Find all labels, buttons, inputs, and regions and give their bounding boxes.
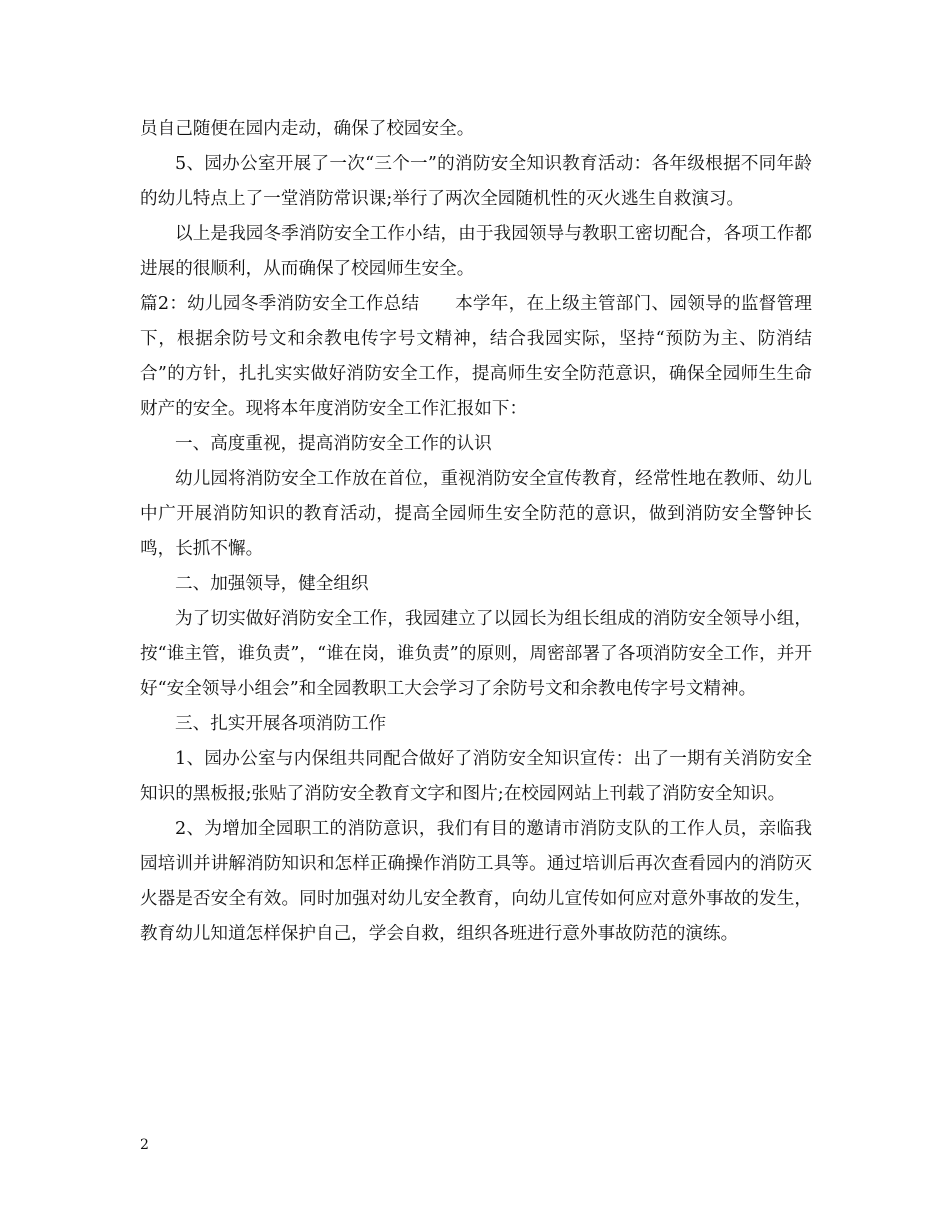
paragraph-4: 篇2：幼儿园冬季消防安全工作总结 本学年，在上级主管部门、园领导的监督管理下，根据余防号文和余教电传字号文精神，结合我园实际，坚持“预防为主、防消结合”的方针，扎扎实实做好消防安全工作，提高师生安全防范意识，确保全园师生生命财产的安全。现将本年度消防安全工作汇报如下：: [140, 294, 812, 419]
paragraph-3: 以上是我园冬季消防安全工作小结，由于我园领导与教职工密切配合，各项工作都进展的很顺利，从而确保了校园师生安全。: [140, 224, 812, 279]
section-heading-3: 三、扎实开展各项消防工作: [175, 714, 387, 734]
paragraph-5: 幼儿园将消防安全工作放在首位，重视消防安全宣传教育，经常性地在教师、幼儿中广开展消防知识的教育活动，提高全园师生安全防范的意识，做到消防安全警钟长鸣，长抓不懈。: [140, 469, 812, 559]
section-heading-1: 一、高度重视，提高消防安全工作的认识: [175, 434, 492, 454]
section-heading-2: 二、加强领导，健全组织: [175, 574, 369, 594]
page-number: 2: [140, 1137, 149, 1153]
paragraph-2: 5、园办公室开展了一次“三个一”的消防安全知识教育活动：各年级根据不同年龄的幼儿特点上了一堂消防常识课;举行了两次全园随机性的灭火逃生自救演习。: [140, 154, 812, 209]
document-body: [140, 112, 812, 952]
paragraph-7: 1、园办公室与内保组共同配合做好了消防安全知识宣传：出了一期有关消防安全知识的黑板报;张贴了消防安全教育文字和图片;在校园网站上刊载了消防安全知识。: [140, 749, 812, 804]
paragraph-8: 2、为增加全园职工的消防意识，我们有目的邀请市消防支队的工作人员，亲临我园培训并讲解消防知识和怎样正确操作消防工具等。通过培训后再次查看园内的消防灭火器是否安全有效。同时加强对幼儿安全教育，向幼儿宣传如何应对意外事故的发生，教育幼儿知道怎样保护自己，学会自救，组织各班进行意外事故防范的演练。: [140, 819, 812, 944]
paragraph-1: 员自己随便在园内走动，确保了校园安全。: [140, 119, 475, 139]
paragraph-6: 为了切实做好消防安全工作，我园建立了以园长为组长组成的消防安全领导小组，按“谁主管，谁负责”，“谁在岗，谁负责”的原则，周密部署了各项消防安全工作，并开好“安全领导小组会”和全园教职工大会学习了余防号文和余教电传字号文精神。: [140, 609, 812, 699]
